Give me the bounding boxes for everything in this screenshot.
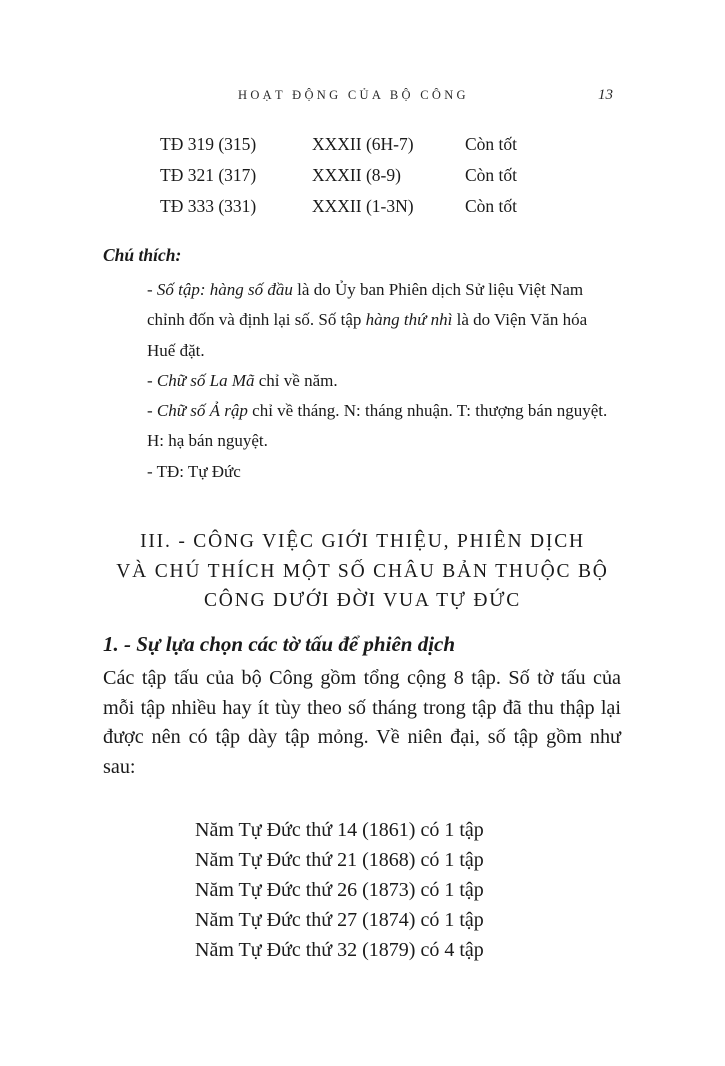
record-status: Còn tốt <box>465 165 518 185</box>
year-item: Năm Tự Đức thứ 27 (1874) có 1 tập <box>195 909 484 931</box>
section-heading-line: III. - CÔNG VIỆC GIỚI THIỆU, PHIÊN DỊCH <box>140 531 585 552</box>
record-volume: XXXII (6H-7) <box>312 134 414 154</box>
year-item: Năm Tự Đức thứ 26 (1873) có 1 tập <box>195 879 484 901</box>
note-text: chỉ về năm. <box>254 370 338 390</box>
record-status: Còn tốt <box>465 196 518 216</box>
year-item: Năm Tự Đức thứ 14 (1861) có 1 tập <box>195 819 484 841</box>
section-heading <box>100 527 625 616</box>
record-volume: XXXII (8-9) <box>312 165 401 185</box>
note-dash: - <box>147 280 157 299</box>
note-text: là do Viện Văn hóa Huế đặt. <box>147 310 588 360</box>
section-heading-line: VÀ CHÚ THÍCH MỘT SỐ CHÂU BẢN THUỘC BỘ <box>116 560 609 582</box>
archive-table <box>160 134 580 227</box>
note-term: hàng thứ nhì <box>365 310 453 330</box>
note-text: là do Ủy ban Phiên dịch Sử liệu Việt Nam chỉnh đốn và định lại số. Số tập <box>147 280 584 330</box>
page-header <box>0 88 725 112</box>
record-code: TĐ 333 (331) <box>160 196 257 216</box>
note-term: Chữ số Ả rập <box>156 401 248 421</box>
note-arabic-numerals <box>147 396 617 457</box>
year-item: Năm Tự Đức thứ 32 (1879) có 4 tập <box>195 939 484 961</box>
body-paragraph: Các tập tấu của bộ Công gồm tổng cộng 8 tập. Số tờ tấu của mỗi tập nhiều hay ít tùy theo số tháng trong tập đã thu thập lại được nên có tập dày tập mỏng. Về niên đại, số tập gồm như sau: <box>103 667 621 778</box>
record-code: TĐ 319 (315) <box>160 134 257 154</box>
note-abbreviation: - TĐ: Tự Đức <box>147 461 241 481</box>
subsection-heading: 1. - Sự lựa chọn các tờ tấu để phiên dịch <box>103 632 456 656</box>
note-volume-numbers <box>147 275 617 366</box>
page-number: 13 <box>598 87 613 103</box>
year-item: Năm Tự Đức thứ 21 (1868) có 1 tập <box>195 849 484 871</box>
table-row <box>160 165 580 196</box>
note-term: Số tập: hàng số đầu <box>156 280 293 299</box>
notes-title: Chú thích: <box>103 245 182 265</box>
note-term: Chữ số La Mã <box>156 370 255 390</box>
record-status: Còn tốt <box>465 134 518 154</box>
record-volume: XXXII (1-3N) <box>312 196 414 216</box>
notes-list <box>147 275 617 487</box>
running-title: HOẠT ĐỘNG CỦA BỘ CÔNG <box>238 88 469 102</box>
section-heading-line: CÔNG DƯỚI ĐỜI VUA TỰ ĐỨC <box>204 590 521 611</box>
table-row <box>160 196 580 227</box>
year-list <box>195 815 484 965</box>
record-code: TĐ 321 (317) <box>160 165 257 185</box>
note-roman-numerals <box>147 366 617 396</box>
note-dash: - <box>147 370 157 390</box>
table-row <box>160 134 580 165</box>
note-dash: - <box>147 401 157 421</box>
note-text: chỉ về tháng. N: tháng nhuận. T: thượng bán nguyệt. H: hạ bán nguyệt. <box>147 401 608 451</box>
